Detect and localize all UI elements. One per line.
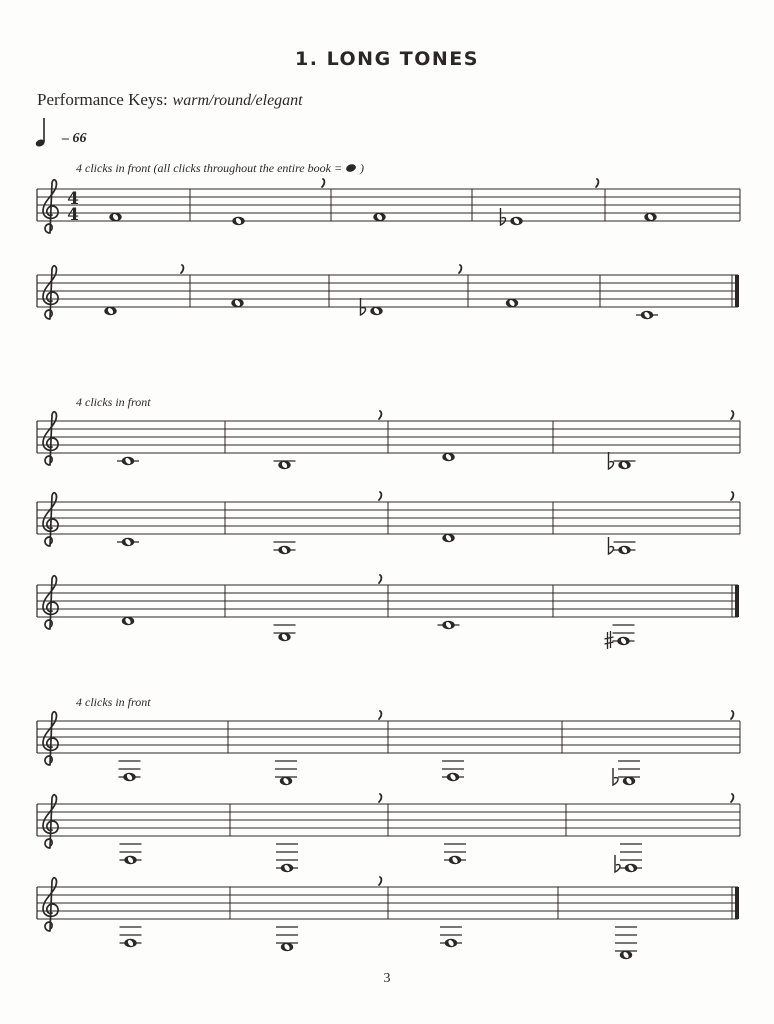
measure [609, 411, 734, 469]
staff-system [37, 711, 740, 785]
measure [615, 794, 733, 872]
flat-icon [609, 537, 614, 554]
tempo-marking: – 66 [62, 131, 87, 146]
time-signature-bottom: 4 [67, 205, 79, 225]
measure [274, 492, 382, 554]
flat-icon [609, 452, 614, 469]
measure [442, 534, 454, 542]
instruction-first-close: ) [360, 161, 365, 175]
breath-mark-icon [379, 711, 381, 719]
performance-keys-value: warm/round/elegant [172, 92, 303, 109]
measure [276, 877, 381, 951]
treble-clef-icon [43, 795, 58, 848]
measure [609, 492, 734, 554]
page-number: 3 [383, 971, 391, 986]
performance-keys-label: Performance Keys: [37, 90, 168, 109]
breath-mark-icon [731, 411, 733, 419]
measure [117, 457, 139, 465]
page-title: 1. LONG TONES [295, 48, 479, 70]
measure [442, 761, 464, 781]
measure [605, 625, 635, 649]
exercise-3 [37, 711, 740, 959]
measure [232, 179, 324, 225]
staff-system [37, 877, 739, 959]
breath-mark-icon [379, 794, 381, 802]
treble-clef-icon [43, 493, 58, 546]
measure [117, 538, 139, 546]
breath-mark-icon [459, 265, 461, 273]
breath-mark-icon [379, 492, 381, 500]
instruction-third: 4 clicks in front [76, 695, 151, 709]
staff-system [37, 179, 740, 233]
measure [373, 213, 385, 221]
sharp-icon [605, 631, 614, 649]
breath-mark-icon [181, 265, 183, 273]
measure [361, 265, 462, 315]
treble-clef-icon [43, 180, 58, 233]
measure [440, 927, 462, 947]
measure [120, 927, 142, 947]
measure [120, 844, 142, 864]
time-signature-top: 4 [67, 189, 79, 209]
treble-clef-icon [43, 266, 58, 319]
breath-mark-icon [731, 794, 733, 802]
measure [506, 299, 518, 307]
final-barline-thick [735, 275, 739, 307]
breath-mark-icon [379, 411, 381, 419]
measure [636, 311, 658, 319]
treble-clef-icon [43, 712, 58, 765]
breath-mark-icon [379, 575, 381, 583]
measure [444, 844, 466, 864]
breath-mark-icon [731, 711, 733, 719]
final-barline-thick [735, 585, 739, 617]
flat-icon [615, 855, 620, 872]
final-barline-thick [735, 887, 739, 919]
staff-system [37, 411, 740, 469]
staff-system [37, 492, 740, 554]
measure [644, 213, 656, 221]
staff-system [37, 575, 739, 649]
measure [119, 761, 141, 781]
measure [275, 711, 381, 785]
measure [104, 265, 183, 315]
treble-clef-icon [43, 878, 58, 931]
flat-icon [501, 208, 506, 225]
breath-mark-icon [596, 179, 598, 187]
breath-mark-icon [731, 492, 733, 500]
exercise-1 [37, 179, 740, 319]
measure [274, 411, 382, 469]
measure [613, 711, 733, 785]
measure [231, 299, 243, 307]
measure [276, 794, 381, 872]
measure [615, 927, 637, 959]
exercise-2 [37, 411, 740, 649]
instruction-first-text: 4 clicks in front (all clicks throughout the entire book = [76, 161, 343, 175]
breath-mark-icon [379, 877, 381, 885]
treble-clef-icon [43, 576, 58, 629]
measure [438, 621, 460, 629]
instruction-second: 4 clicks in front [76, 395, 151, 409]
staff-system [37, 794, 740, 872]
staff-system [37, 265, 739, 319]
measure [442, 453, 454, 461]
treble-clef-icon [43, 412, 58, 465]
measure [109, 213, 121, 221]
breath-mark-icon [322, 179, 324, 187]
measure [122, 617, 134, 625]
flat-icon [613, 768, 618, 785]
measure [501, 179, 599, 225]
